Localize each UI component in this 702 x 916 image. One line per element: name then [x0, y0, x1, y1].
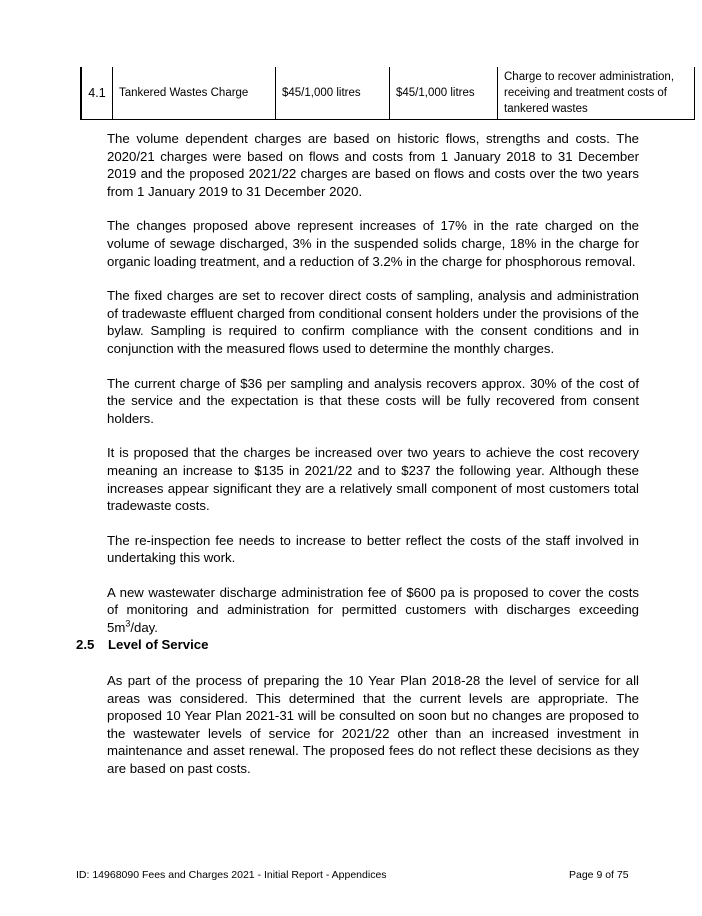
section-title: Level of Service: [108, 637, 209, 652]
fee-table: [80, 67, 695, 120]
current-charge: $45/1,000 litres: [276, 67, 390, 120]
section-body: [107, 672, 639, 778]
paragraph-fixed-charges: The fixed charges are set to recover direct costs of sampling, analysis and administration of tradewaste effluent charged from conditional consent holders under the provisions of the bylaw. Sampling is required to confirm compliance with the consent conditions and in conjunction with the measured flows used to determine the monthly charges.: [107, 288, 639, 356]
admin-fee-text: A new wastewater discharge administration fee of $600 pa is proposed to cover the costs of monitoring and administration for permitted customers with discharges exceeding 5m: [107, 584, 639, 636]
row-number: 4.1: [81, 67, 113, 120]
paragraph-admin-fee: [107, 584, 639, 637]
superscript-3: 3: [125, 618, 131, 629]
proposed-charge: $45/1,000 litres: [390, 67, 498, 120]
charge-comment: Charge to recover administration, receiving and treatment costs of tankered wastes: [498, 67, 695, 120]
table-row: [81, 67, 695, 120]
paragraph-volume-charges: The volume dependent charges are based on historic flows, strengths and costs. The 2020/21 charges were based on flows and costs from 1 January 2018 to 31 December 2019 and the proposed 2021/22 charges are based on flows and costs over the two years from 1 January 2019 to 31 December 2020.: [107, 131, 639, 199]
footer-document-id: ID: 14968090 Fees and Charges 2021 - Initial Report - Appendices: [76, 869, 387, 881]
paragraph-cost-recovery: It is proposed that the charges be increased over two years to achieve the cost recovery meaning an increase to $135 in 2021/22 and to $237 the following year. Although these increases appear significant they are a relatively small component of most customers total tradewaste costs.: [107, 445, 639, 514]
charge-name: Tankered Wastes Charge: [113, 67, 276, 120]
admin-fee-unit: /day.: [130, 620, 158, 636]
section-number: 2.5: [76, 637, 95, 652]
section-heading: [76, 637, 208, 652]
paragraph-level-of-service: As part of the process of preparing the 10 Year Plan 2018-28 the level of service for all areas was considered. This determined that the current levels are appropriate. The proposed 10 Year Plan 2021-31 will be consulted on soon but no changes are proposed to the wastewater levels of service for 2021/22 other than an increased investment in maintenance and asset renewal. The proposed fees do not reflect these decisions as they are based on past costs.: [107, 673, 639, 776]
paragraph-proposed-changes: The changes proposed above represent increases of 17% in the rate charged on the volume of sewage discharged, 3% in the suspended solids charge, 18% in the charge for organic loading treatment, and a reduction of 3.2% in the charge for phosphorous removal.: [107, 218, 639, 269]
footer-page-number: Page 9 of 75: [569, 869, 629, 881]
paragraph-current-charge: The current charge of $36 per sampling and analysis recovers approx. 30% of the cost of the service and the expectation is that these costs will be fully recovered from consent holders.: [107, 375, 639, 426]
paragraph-reinspection-fee: The re-inspection fee needs to increase to better reflect the costs of the staff involved in undertaking this work.: [107, 532, 639, 566]
body-text: [107, 130, 639, 654]
